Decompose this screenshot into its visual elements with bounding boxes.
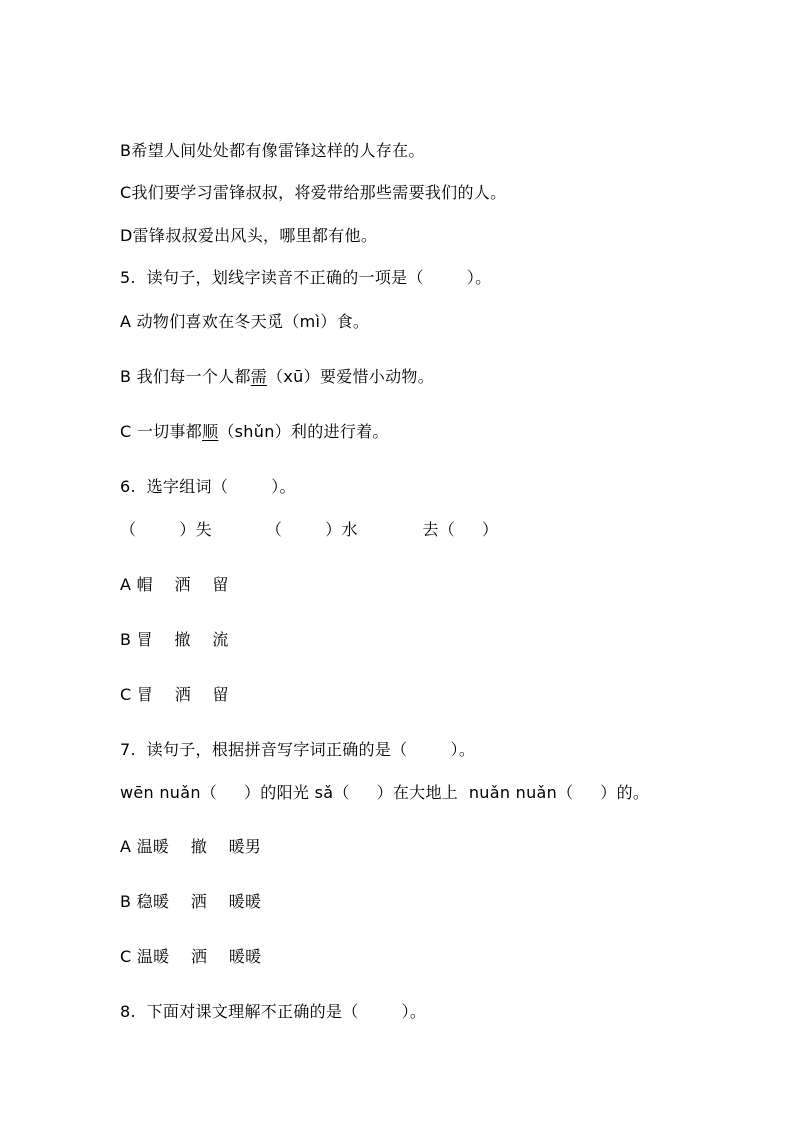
underlined-char: 需 — [250, 367, 268, 386]
option-b-q5-pre: B 我们每一个人都 — [120, 367, 251, 386]
option-c-q4: C我们要学习雷锋叔叔，将爱带给那些需要我们的人。 — [120, 183, 507, 202]
option-a-q6: A 帽 洒 留 — [120, 575, 229, 594]
option-c-q5 — [120, 422, 389, 442]
option-c-q7: C 温暖 洒 暖暖 — [120, 947, 262, 966]
question-7: 7. 读句子，根据拼音写字词正确的是（ ）。 — [120, 740, 476, 759]
option-c-q5-post: （shǔn）利的进行着。 — [218, 422, 389, 441]
question-8: 8. 下面对课文理解不正确的是（ ）。 — [120, 1002, 427, 1021]
option-a-q5: A 动物们喜欢在冬天觅（mì）食。 — [120, 312, 370, 331]
question-6: 6. 选字组词（ ）。 — [120, 477, 296, 496]
option-b-q5-post: （xū）要爱惜小动物。 — [267, 367, 434, 386]
option-b-q6: B 冒 撤 流 — [120, 630, 229, 649]
question-7-stem: wēn nuǎn（ ）的阳光 sǎ（ ）在大地上 nuǎn nuǎn（ ）的。 — [120, 783, 650, 802]
option-b-q7: B 稳暖 洒 暖暖 — [120, 892, 262, 911]
option-a-q7: A 温暖 撤 暖男 — [120, 837, 262, 856]
question-6-stem: （ ）失 （ ）水 去（ ） — [120, 520, 499, 539]
question-5: 5. 读句子，划线字读音不正确的一项是（ ）。 — [120, 268, 492, 287]
option-c-q5-pre: C 一切事都 — [120, 422, 203, 441]
option-c-q6: C 冒 洒 留 — [120, 685, 229, 704]
option-b-q4: B希望人间处处都有像雷锋这样的人存在。 — [120, 141, 425, 160]
underlined-char: 顺 — [202, 422, 219, 441]
option-b-q5 — [120, 367, 434, 387]
option-d-q4: D雷锋叔叔爱出风头，哪里都有他。 — [120, 226, 378, 245]
